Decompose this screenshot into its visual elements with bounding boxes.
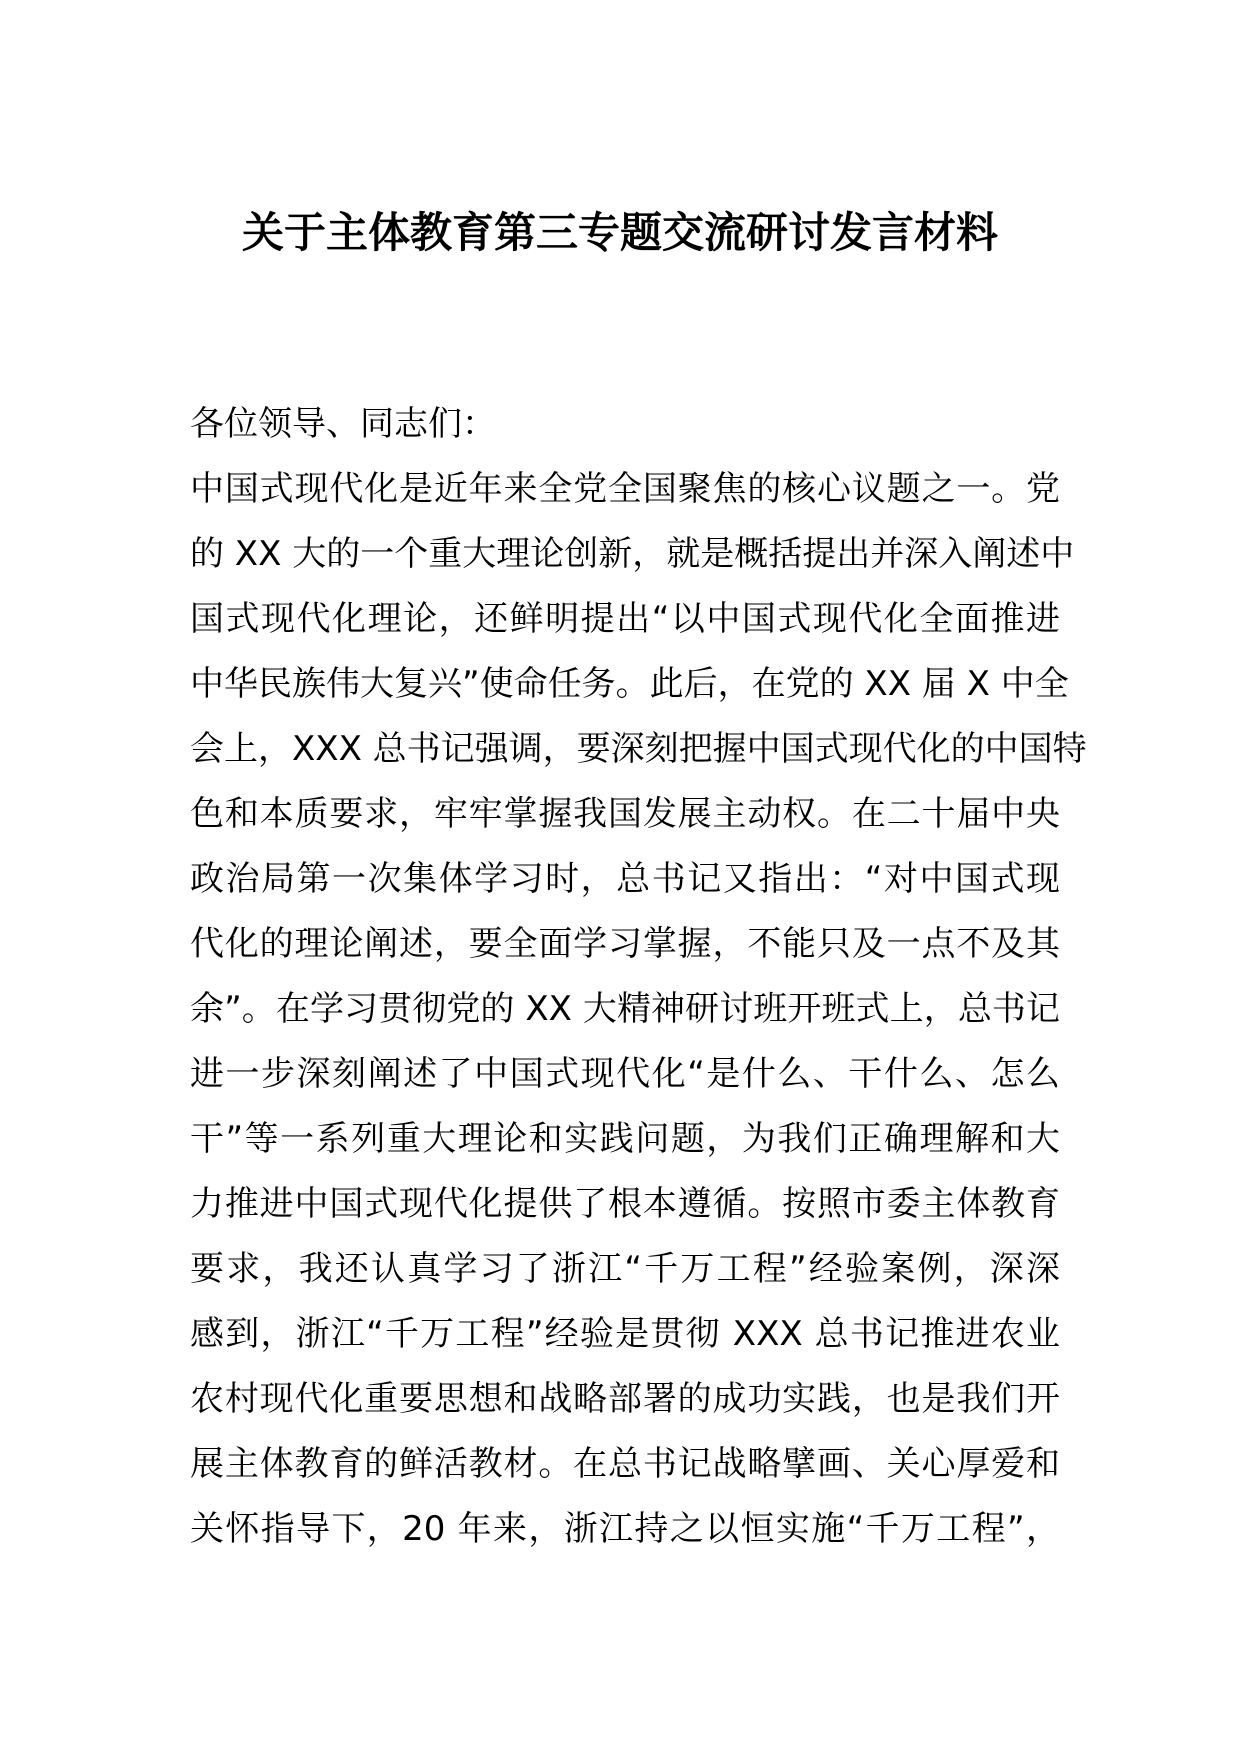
paragraph-line: 国式现代化理论，还鲜明提出“以中国式现代化全面推进 bbox=[190, 599, 1060, 639]
paragraph-line: 干”等一系列重大理论和实践问题，为我们正确理解和大 bbox=[190, 1119, 1060, 1159]
paragraph-line: 中国式现代化是近年来全党全国聚焦的核心议题之一。党 bbox=[190, 469, 1060, 509]
paragraph-line: 会上，XXX 总书记强调，要深刻把握中国式现代化的中国特 bbox=[190, 729, 1087, 769]
paragraph-line: 力推进中国式现代化提供了根本遵循。按照市委主体教育 bbox=[190, 1184, 1060, 1224]
paragraph-line: 色和本质要求，牢牢掌握我国发展主动权。在二十届中央 bbox=[190, 794, 1060, 834]
paragraph-line: 要求，我还认真学习了浙江“千万工程”经验案例，深深 bbox=[190, 1249, 1060, 1289]
document-title: 关于主体教育第三专题交流研讨发言材料 bbox=[241, 208, 998, 257]
paragraph-line: 进一步深刻阐述了中国式现代化“是什么、干什么、怎么 bbox=[190, 1054, 1060, 1094]
paragraph-line: 农村现代化重要思想和战略部署的成功实践，也是我们开 bbox=[190, 1379, 1060, 1419]
document-body bbox=[190, 392, 1087, 1562]
paragraph-line: 政治局第一次集体学习时，总书记又指出：“对中国式现 bbox=[190, 859, 1060, 899]
paragraph-line: 代化的理论阐述，要全面学习掌握，不能只及一点不及其 bbox=[190, 924, 1060, 964]
paragraph-line: 中华民族伟大复兴”使命任务。此后，在党的 XX 届 X 中全 bbox=[190, 664, 1069, 704]
paragraph-line: 余”。在学习贯彻党的 XX 大精神研讨班开班式上，总书记 bbox=[190, 989, 1060, 1029]
paragraph-line: 关怀指导下，20 年来，浙江持之以恒实施“千万工程”， bbox=[190, 1509, 1060, 1549]
paragraph-line: 展主体教育的鲜活教材。在总书记战略擘画、关心厚爱和 bbox=[190, 1444, 1060, 1484]
paragraph-line: 感到，浙江“千万工程”经验是贯彻 XXX 总书记推进农业 bbox=[190, 1314, 1060, 1354]
greeting-line: 各位领导、同志们： bbox=[190, 404, 496, 444]
paragraph-line: 的 XX 大的一个重大理论创新，就是概括提出并深入阐述中 bbox=[190, 534, 1075, 574]
